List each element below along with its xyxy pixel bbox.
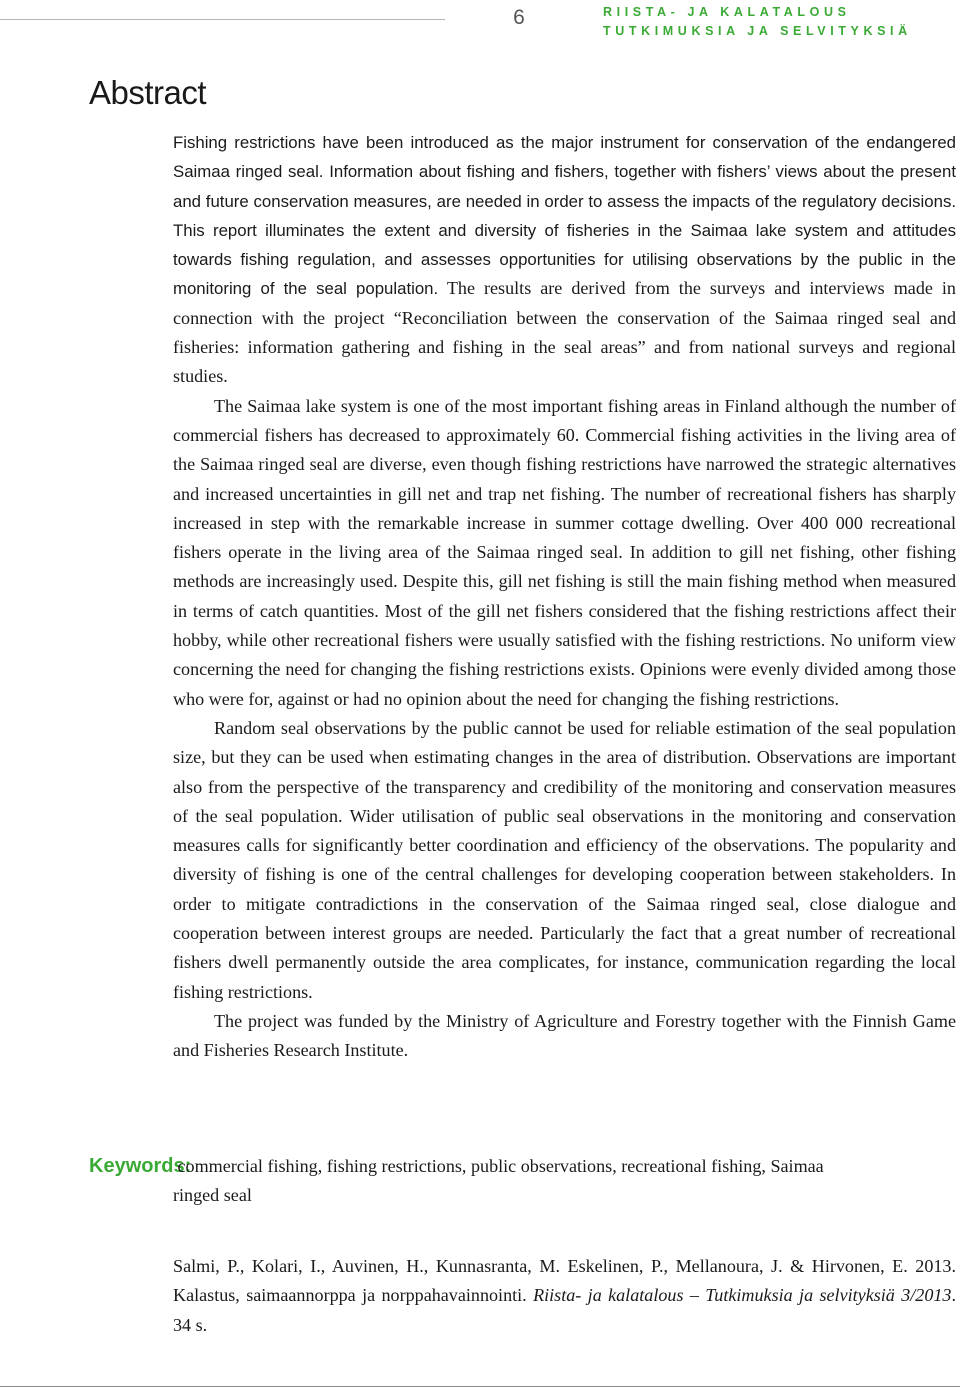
abstract-paragraph-3: Random seal observations by the public cannot be used for reliable estimation of the seal population size, but they can be used when estimating changes in the area of distribution. Observations are important also from the perspective of the transparency and credibility of the monitoring and conservation measures of the seal population. Wider utilisation of public seal observations in the monitoring and conservation measures calls for significantly better coordination and efficiency of the observations. The popularity and diversity of fishing is one of the central challenges for developing cooperation between stakeholders. In order to mitigate contradictions in the conservation of the Saimaa ringed seal, close dialogue and cooperation between interest groups are needed. Particularly the fact that a great number of recreational fishers dwell permanently outside the area complicates, for instance, communication regarding the local fishing restrictions.	[173, 717, 956, 1002]
keywords-label: Keywords:	[89, 1155, 192, 1177]
abstract-paragraph-2: The Saimaa lake system is one of the most important fishing areas in Finland although the number of commercial fishers has decreased to approximately 60. Commercial fishing activities in the living area of the Saimaa ringed seal are diverse, even though fishing restrictions have narrowed the strategic alternatives and increased uncertainties in gill net and trap net fishing. The number of recreational fishers has sharply increased in step with the remarkable increase in summer cottage dwelling. Over 400 000 recreational fishers operate in the living area of the Saimaa ringed seal. In addition to gill net fishing, other fishing methods are increasingly used. Despite this, gill net fishing is still the main fishing method when measured in terms of catch quantities. Most of the gill net fishers considered that the fishing restrictions affect their hobby, while other recreational fishers were usually satisfied with the fishing restrictions. No uniform view concerning the need for changing the fishing restrictions exists. Opinions were evenly divided among those who were for, against or had no opinion about the need for changing the fishing restrictions.	[173, 395, 956, 709]
series-title	[603, 3, 912, 41]
keywords-list-line-2: ringed seal	[173, 1185, 252, 1206]
citation	[173, 1252, 956, 1340]
abstract-paragraph-4: The project was funded by the Ministry of Agriculture and Forestry together with the Finnish Game and Fisheries Research Institute.	[173, 1010, 956, 1061]
citation-authors: Salmi, P., Kolari, I., Auvinen, H., Kunnasranta, M. Eskelinen, P., Mellanoura, J. & Hirvonen, E. 2013. Kalastus, saimaannorppa ja norppahavainnointi.	[173, 1256, 956, 1306]
page-number: 6	[513, 6, 525, 29]
citation-series: Riista- ja kalatalous – Tutkimuksia ja selvityksiä 3/2013	[533, 1285, 952, 1306]
abstract-paragraph-1-intro: Fishing restrictions have been introduced as the major instrument for conservation of the endangered Saimaa ringed seal. Information about fishing and fishers, together with fishers’ views about the present and future conservation measures, are needed in order to assess the impacts of the regulatory decisions.	[173, 133, 956, 211]
footer-rule	[0, 1386, 960, 1387]
header-rule	[0, 19, 445, 20]
keywords-list-line-1: commercial fishing, fishing restrictions, public observations, recreational fishing, Saimaa	[173, 1156, 824, 1176]
page-title: Abstract	[89, 74, 207, 111]
abstract-paragraph-1	[173, 128, 956, 392]
keywords	[89, 1152, 956, 1211]
abstract-body	[173, 128, 956, 1066]
abstract-paragraph-1-scope: This report illuminates the extent and diversity of fisheries in the Saimaa lake system and attitudes towards fishing regulation, and assesses opportunities for utilising observations by the public in the monitoring of the seal population.	[173, 220, 956, 299]
abstract-paragraph-1-sources: The results are derived from the surveys and interviews made in connection with the project “Reconciliation between the conservation of the Saimaa ringed seal and fisheries: information gathering and fishing in the seal areas” and from national surveys and regional studies.	[173, 278, 956, 387]
citation-tail: . 34 s.	[173, 1285, 956, 1335]
series-title-line-2: TUTKIMUKSIA JA SELVITYKSIÄ	[603, 24, 912, 38]
series-title-line-1: RIISTA- JA KALATALOUS	[603, 5, 851, 19]
